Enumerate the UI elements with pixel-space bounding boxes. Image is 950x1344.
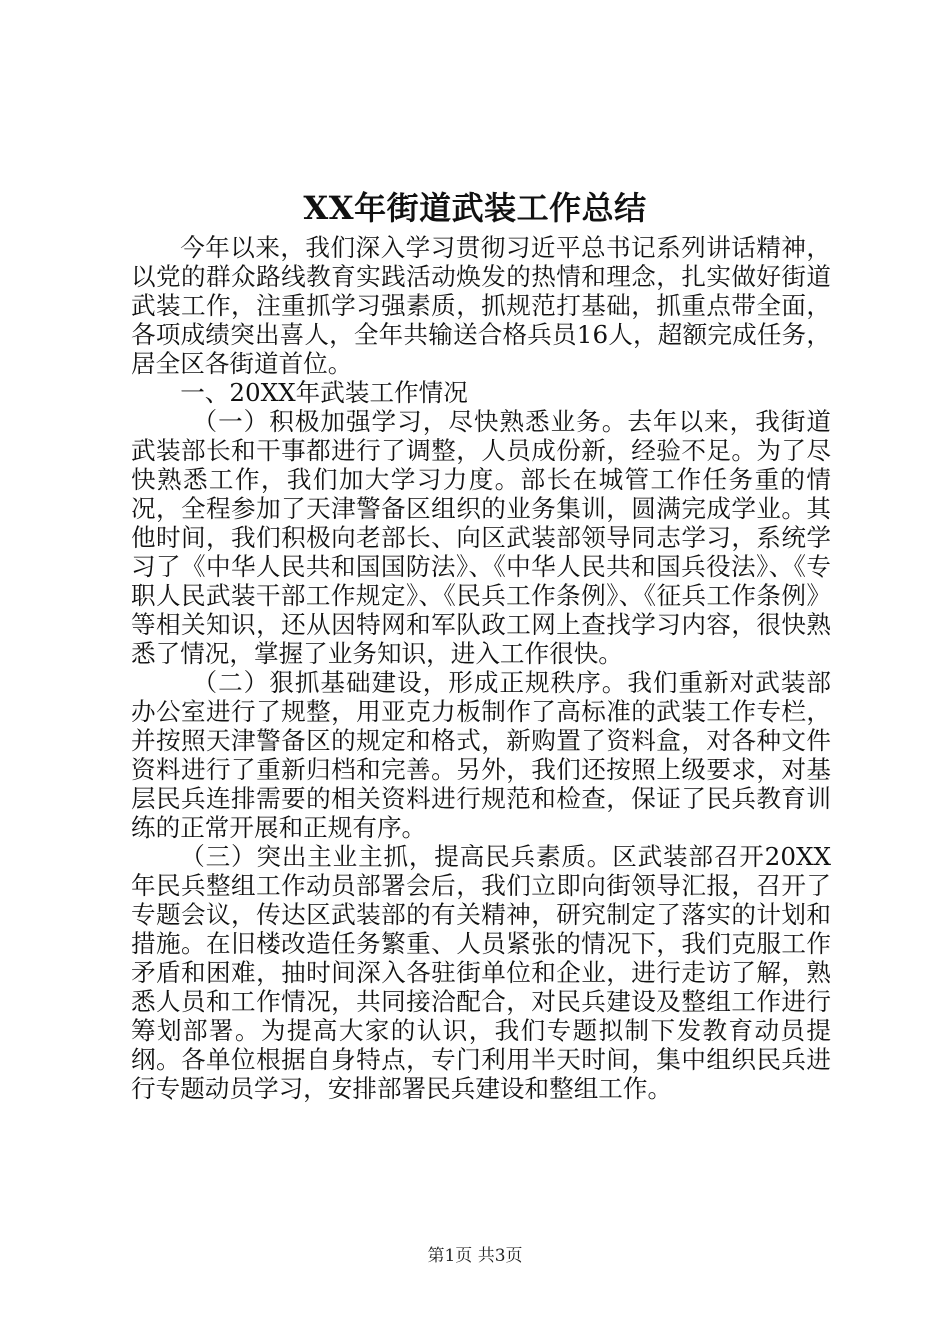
subsection-paragraph-3: （三）突出主业主抓，提高民兵素质。区武装部召开20XX年民兵整组工作动员部署会后，我们立即向街领导汇报，召开了专题会议，传达区武装部的有关精神，研究制定了落实的计划和措施。在旧楼改造任务繁重、人员紧张的情况下，我们克服工作矛盾和困难，抽时间深入各驻街单位和企业，进行走访了解，熟悉人员和工作情况，共同接洽配合，对民兵建设及整组工作进行筹划部署。为提高大家的认识，我们专题拟制下发教育动员提纲。各单位根据自身特点，专门利用半天时间，集中组织民兵进行专题动员学习，安排部署民兵建设和整组工作。 <box>131 842 831 1103</box>
document-body <box>131 233 831 1103</box>
subsection-paragraph-1: （一）积极加强学习，尽快熟悉业务。去年以来，我街道武装部长和干事都进行了调整，人员成份新，经验不足。为了尽快熟悉工作，我们加大学习力度。部长在城管工作任务重的情况，全程参加了天津警备区组织的业务集训，圆满完成学业。其他时间，我们积极向老部长、向区武装部领导同志学习，系统学习了《中华人民共和国国防法》、《中华人民共和国兵役法》、《专职人民武装干部工作规定》、《民兵工作条例》、《征兵工作条例》等相关知识，还从因特网和军队政工网上查找学习内容，很快熟悉了情况，掌握了业务知识，进入工作很快。 <box>131 407 831 668</box>
page-number-footer: 第1页 共3页 <box>427 1246 523 1266</box>
subsection-paragraph-2: （二）狠抓基础建设，形成正规秩序。我们重新对武装部办公室进行了规整，用亚克力板制作了高标准的武装工作专栏，并按照天津警备区的规定和格式，新购置了资料盒，对各种文件资料进行了重新归档和完善。另外，我们还按照上级要求，对基层民兵连排需要的相关资料进行规范和检查，保证了民兵教育训练的正常开展和正规有序。 <box>131 668 831 842</box>
intro-paragraph: 今年以来，我们深入学习贯彻习近平总书记系列讲话精神，以党的群众路线教育实践活动焕发的热情和理念，扎实做好街道武装工作，注重抓学习强素质，抓规范打基础，抓重点带全面，各项成绩突出喜人，全年共输送合格兵员16人，超额完成任务，居全区各街道首位。 <box>131 233 831 378</box>
section-heading-1: 一、20XX年武装工作情况 <box>180 378 468 407</box>
document-title: XX年街道武装工作总结 <box>303 189 647 227</box>
